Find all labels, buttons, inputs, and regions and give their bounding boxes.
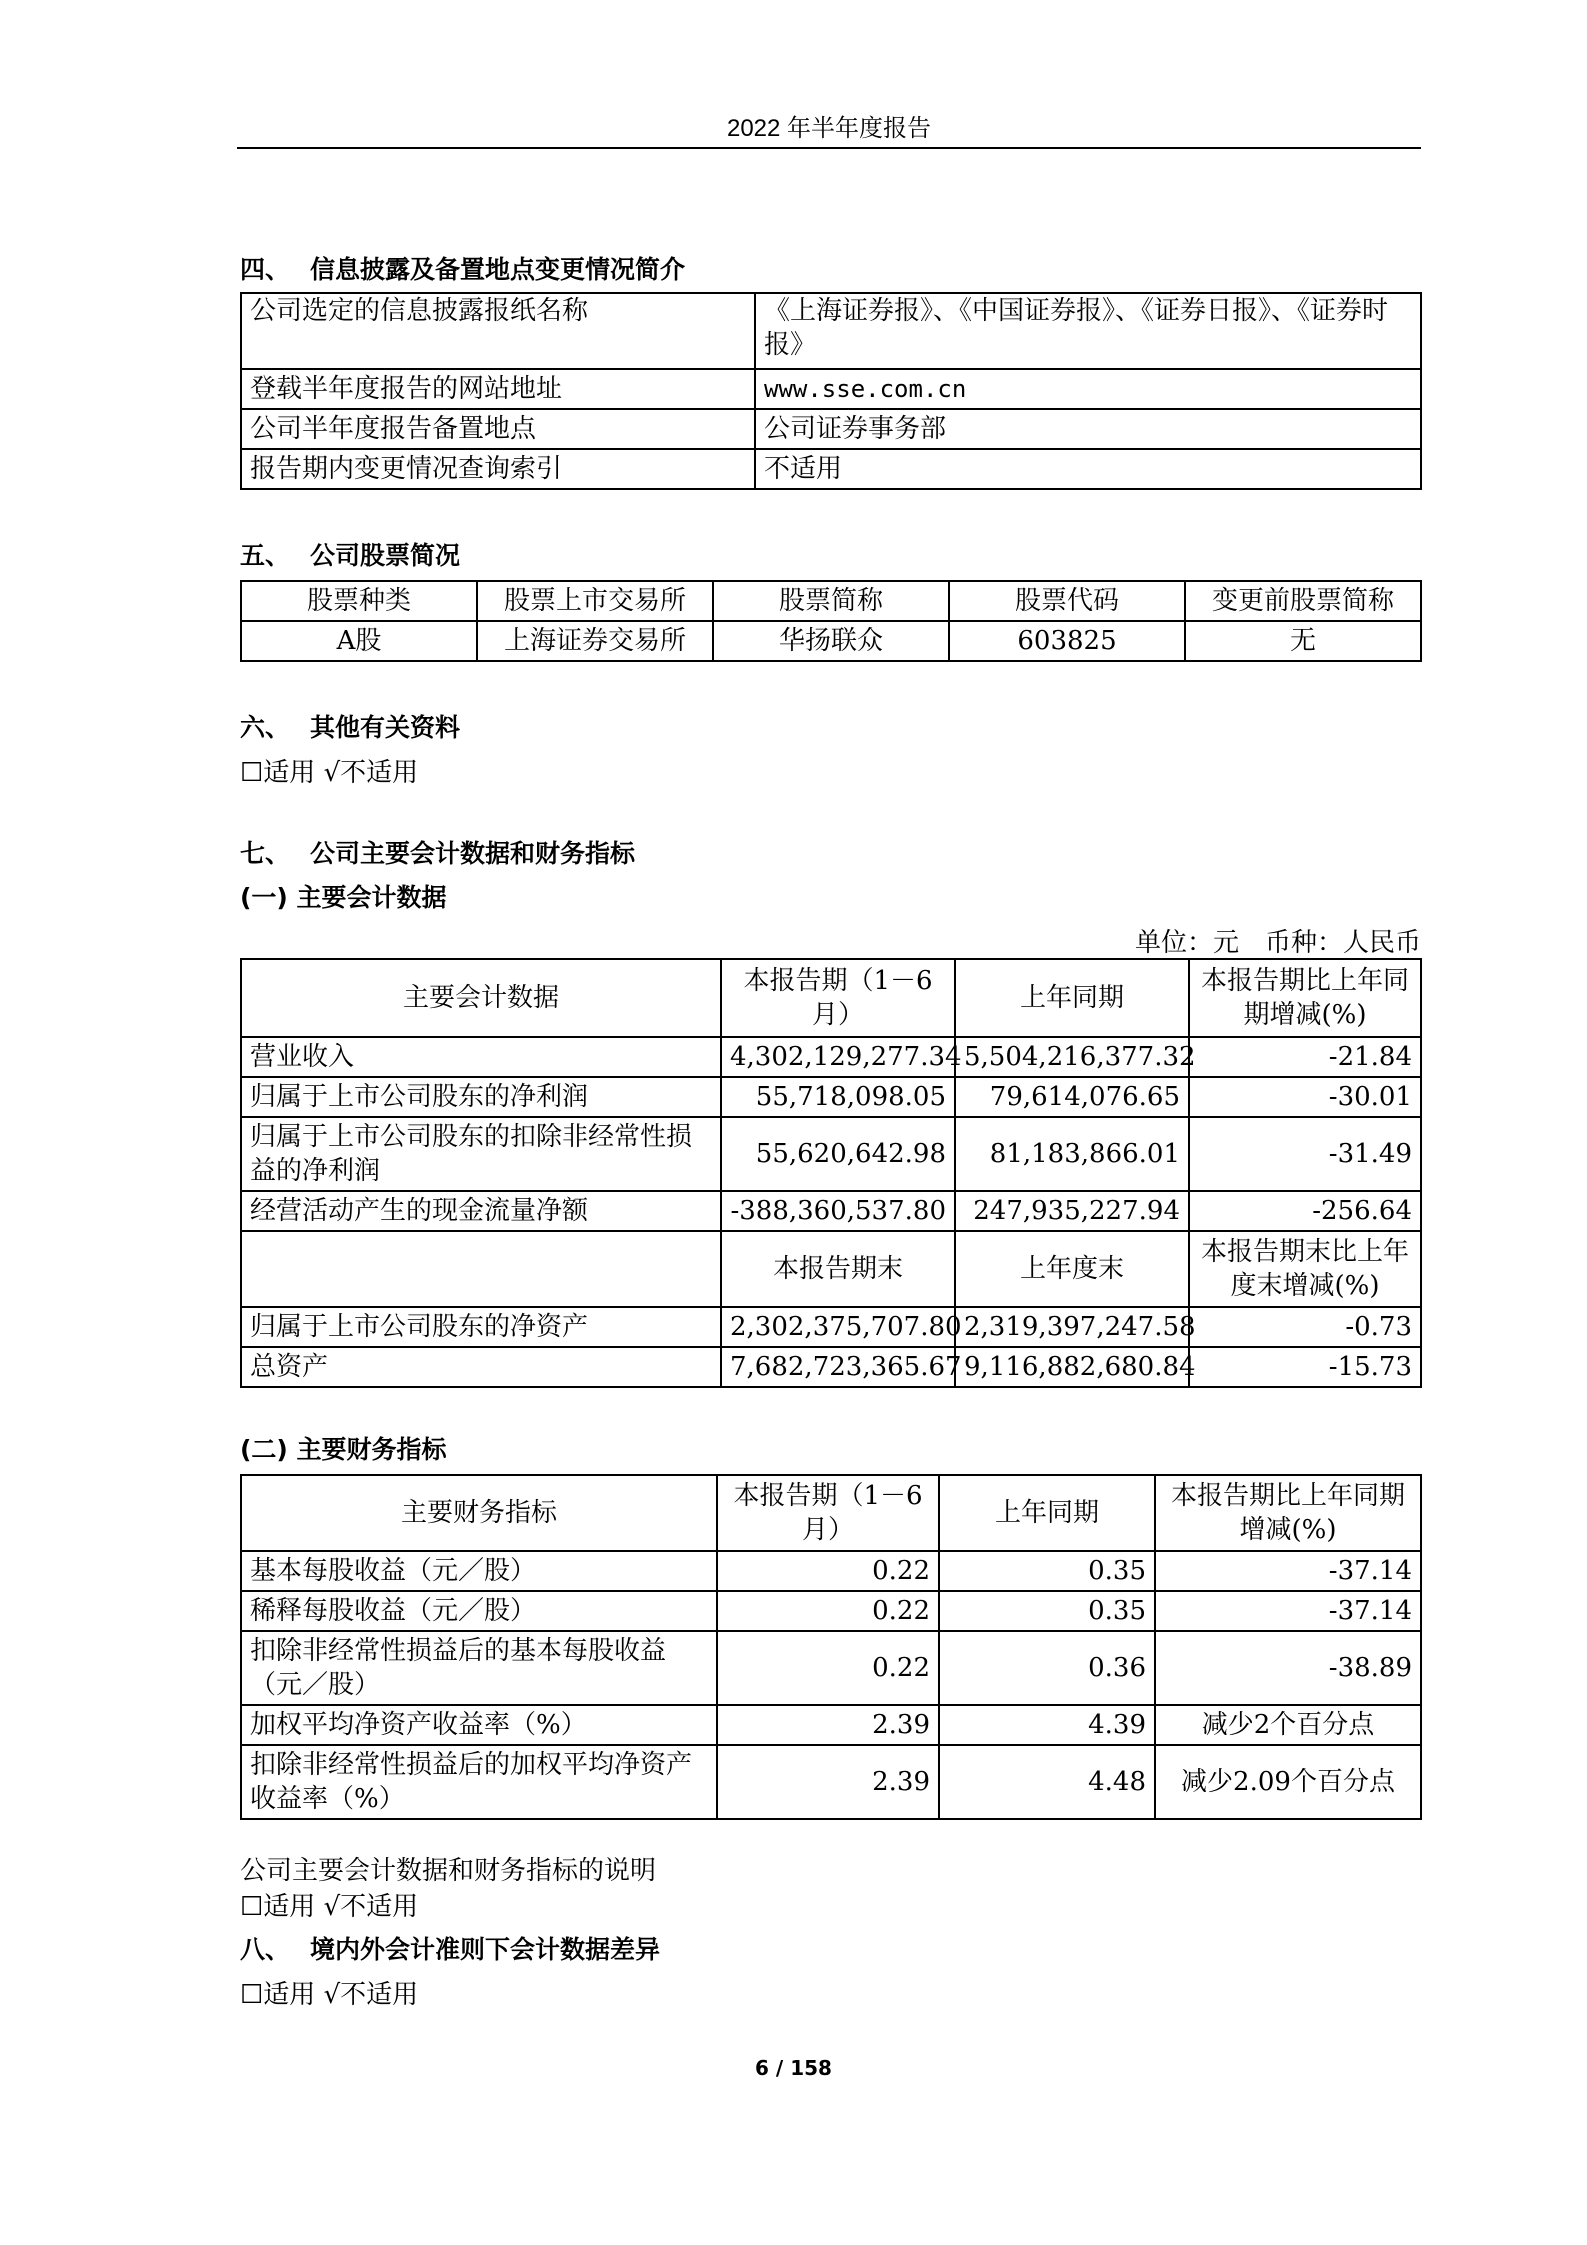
table-row bbox=[241, 369, 1421, 409]
table-cell: 报告期内变更情况查询索引 bbox=[241, 449, 755, 489]
table-header-cell: 变更前股票简称 bbox=[1185, 581, 1421, 621]
table-cell: 0.22 bbox=[717, 1551, 939, 1591]
table-header-cell: 上年度末 bbox=[955, 1231, 1189, 1307]
table-cell: 上海证券交易所 bbox=[477, 621, 713, 661]
table-cell: 0.36 bbox=[939, 1631, 1155, 1705]
table-cell: 加权平均净资产收益率（%） bbox=[241, 1705, 717, 1745]
table-cell: 减少2.09个百分点 bbox=[1155, 1745, 1421, 1819]
table-cell: -37.14 bbox=[1155, 1591, 1421, 1631]
disclosure-table bbox=[240, 292, 1422, 490]
table-row bbox=[241, 621, 1421, 661]
table-cell: 减少2个百分点 bbox=[1155, 1705, 1421, 1745]
table-cell: 0.22 bbox=[717, 1591, 939, 1631]
section-5-number: 五、 bbox=[240, 541, 291, 570]
table-header-cell: 本报告期比上年同期增减(%) bbox=[1155, 1475, 1421, 1551]
table-cell: 2,302,375,707.80 bbox=[721, 1307, 955, 1347]
table-cell: 0.35 bbox=[939, 1551, 1155, 1591]
header-divider bbox=[237, 147, 1421, 149]
table-cell: 4.39 bbox=[939, 1705, 1155, 1745]
table-header-cell: 上年同期 bbox=[955, 959, 1189, 1037]
table-cell: 0.22 bbox=[717, 1631, 939, 1705]
table-row bbox=[241, 1347, 1421, 1387]
table-row bbox=[241, 1117, 1421, 1191]
table-cell: 扣除非经常性损益后的加权平均净资产收益率（%） bbox=[241, 1745, 717, 1819]
notes-applicable: ☐适用 √不适用 bbox=[240, 1892, 419, 1922]
table-cell: 603825 bbox=[949, 621, 1185, 661]
table-cell: 经营活动产生的现金流量净额 bbox=[241, 1191, 721, 1231]
table-row bbox=[241, 1591, 1421, 1631]
table-cell: -30.01 bbox=[1189, 1077, 1421, 1117]
section-6-applicable: ☐适用 √不适用 bbox=[240, 758, 419, 788]
section-8-number: 八、 bbox=[240, 1935, 291, 1964]
section-7-title: 公司主要会计数据和财务指标 bbox=[310, 839, 636, 868]
table-header-row bbox=[241, 1475, 1421, 1551]
table-row bbox=[241, 1551, 1421, 1591]
table-cell: 79,614,076.65 bbox=[955, 1077, 1189, 1117]
table-row bbox=[241, 1037, 1421, 1077]
table-header-cell: 主要财务指标 bbox=[241, 1475, 717, 1551]
table-row bbox=[241, 1631, 1421, 1705]
section-6-title: 其他有关资料 bbox=[310, 713, 461, 742]
table-row bbox=[241, 1745, 1421, 1819]
table-cell: 2.39 bbox=[717, 1745, 939, 1819]
section-4-number: 四、 bbox=[240, 255, 291, 284]
section-8-title: 境内外会计准则下会计数据差异 bbox=[310, 1935, 661, 1964]
page-header-title: 2022 年半年度报告 bbox=[726, 115, 932, 142]
table-row bbox=[241, 293, 1421, 369]
table-header-cell: 股票代码 bbox=[949, 581, 1185, 621]
website-url: www.sse.com.cn bbox=[755, 369, 1421, 409]
table-cell: 55,620,642.98 bbox=[721, 1117, 955, 1191]
table-cell: 9,116,882,680.84 bbox=[955, 1347, 1189, 1387]
section-7-heading bbox=[240, 834, 635, 870]
table-header-row bbox=[241, 1231, 1421, 1307]
table-cell: 0.35 bbox=[939, 1591, 1155, 1631]
table-cell: -0.73 bbox=[1189, 1307, 1421, 1347]
table-cell: 81,183,866.01 bbox=[955, 1117, 1189, 1191]
table-cell: -38.89 bbox=[1155, 1631, 1421, 1705]
table-cell: 基本每股收益（元／股） bbox=[241, 1551, 717, 1591]
table-header-cell: 股票上市交易所 bbox=[477, 581, 713, 621]
page-number: 6 / 158 bbox=[755, 2056, 832, 2080]
table-header-row bbox=[241, 581, 1421, 621]
table-cell: 无 bbox=[1185, 621, 1421, 661]
table-row bbox=[241, 1191, 1421, 1231]
table-cell: 公司证券事务部 bbox=[755, 409, 1421, 449]
table-cell: 5,504,216,377.32 bbox=[955, 1037, 1189, 1077]
table-cell: 不适用 bbox=[755, 449, 1421, 489]
table-cell: 营业收入 bbox=[241, 1037, 721, 1077]
table-row bbox=[241, 1705, 1421, 1745]
section-8-applicable: ☐适用 √不适用 bbox=[240, 1980, 419, 2010]
table-row bbox=[241, 1307, 1421, 1347]
table-cell: 《上海证券报》、《中国证券报》、《证券日报》、《证券时报》 bbox=[755, 293, 1421, 369]
table-cell: -37.14 bbox=[1155, 1551, 1421, 1591]
table-header-cell bbox=[241, 1231, 721, 1307]
section-5-heading bbox=[240, 536, 460, 572]
table-cell: 4,302,129,277.34 bbox=[721, 1037, 955, 1077]
table-cell: 登载半年度报告的网站地址 bbox=[241, 369, 755, 409]
section-6-heading bbox=[240, 708, 460, 744]
notes-title: 公司主要会计数据和财务指标的说明 bbox=[240, 1856, 657, 1886]
table-cell: 总资产 bbox=[241, 1347, 721, 1387]
table-cell: -388,360,537.80 bbox=[721, 1191, 955, 1231]
subsection-1-title: (一) 主要会计数据 bbox=[240, 883, 447, 912]
section-5-title: 公司股票简况 bbox=[310, 541, 461, 570]
stock-table bbox=[240, 580, 1422, 662]
table-cell: -256.64 bbox=[1189, 1191, 1421, 1231]
section-6-number: 六、 bbox=[240, 713, 291, 742]
table-cell: 扣除非经常性损益后的基本每股收益（元／股） bbox=[241, 1631, 717, 1705]
table-header-cell: 本报告期比上年同期增减(%) bbox=[1189, 959, 1421, 1037]
table-cell: 归属于上市公司股东的净利润 bbox=[241, 1077, 721, 1117]
table-cell: 归属于上市公司股东的扣除非经常性损益的净利润 bbox=[241, 1117, 721, 1191]
table-cell: 公司半年度报告备置地点 bbox=[241, 409, 755, 449]
table-header-cell: 本报告期（1－6月） bbox=[717, 1475, 939, 1551]
table-cell: 247,935,227.94 bbox=[955, 1191, 1189, 1231]
table-cell: 稀释每股收益（元／股） bbox=[241, 1591, 717, 1631]
section-8-heading bbox=[240, 1930, 660, 1966]
subsection-2-title: (二) 主要财务指标 bbox=[240, 1435, 447, 1464]
table-cell: 2.39 bbox=[717, 1705, 939, 1745]
section-4-heading bbox=[240, 250, 685, 286]
table-header-cell: 股票简称 bbox=[713, 581, 949, 621]
table-header-cell: 本报告期（1－6月） bbox=[721, 959, 955, 1037]
table-cell: 华扬联众 bbox=[713, 621, 949, 661]
table-cell: -31.49 bbox=[1189, 1117, 1421, 1191]
table-row bbox=[241, 409, 1421, 449]
table-cell: 2,319,397,247.58 bbox=[955, 1307, 1189, 1347]
table-header-row bbox=[241, 959, 1421, 1037]
table-cell: -21.84 bbox=[1189, 1037, 1421, 1077]
table-row bbox=[241, 449, 1421, 489]
table-header-cell: 上年同期 bbox=[939, 1475, 1155, 1551]
table-cell: 归属于上市公司股东的净资产 bbox=[241, 1307, 721, 1347]
unit-note: 单位：元 币种：人民币 bbox=[1134, 928, 1421, 958]
table-header-cell: 主要会计数据 bbox=[241, 959, 721, 1037]
table-header-cell: 本报告期末 bbox=[721, 1231, 955, 1307]
table-cell: -15.73 bbox=[1189, 1347, 1421, 1387]
table-header-cell: 股票种类 bbox=[241, 581, 477, 621]
table-cell: 55,718,098.05 bbox=[721, 1077, 955, 1117]
section-7-number: 七、 bbox=[240, 839, 291, 868]
financial-indicators-table bbox=[240, 1474, 1422, 1820]
table-header-cell: 本报告期末比上年度末增减(%) bbox=[1189, 1231, 1421, 1307]
section-4-title: 信息披露及备置地点变更情况简介 bbox=[310, 255, 686, 284]
table-cell: 公司选定的信息披露报纸名称 bbox=[241, 293, 755, 369]
table-row bbox=[241, 1077, 1421, 1117]
table-cell: A股 bbox=[241, 621, 477, 661]
table-cell: 4.48 bbox=[939, 1745, 1155, 1819]
table-cell: 7,682,723,365.67 bbox=[721, 1347, 955, 1387]
accounting-data-table bbox=[240, 958, 1422, 1388]
